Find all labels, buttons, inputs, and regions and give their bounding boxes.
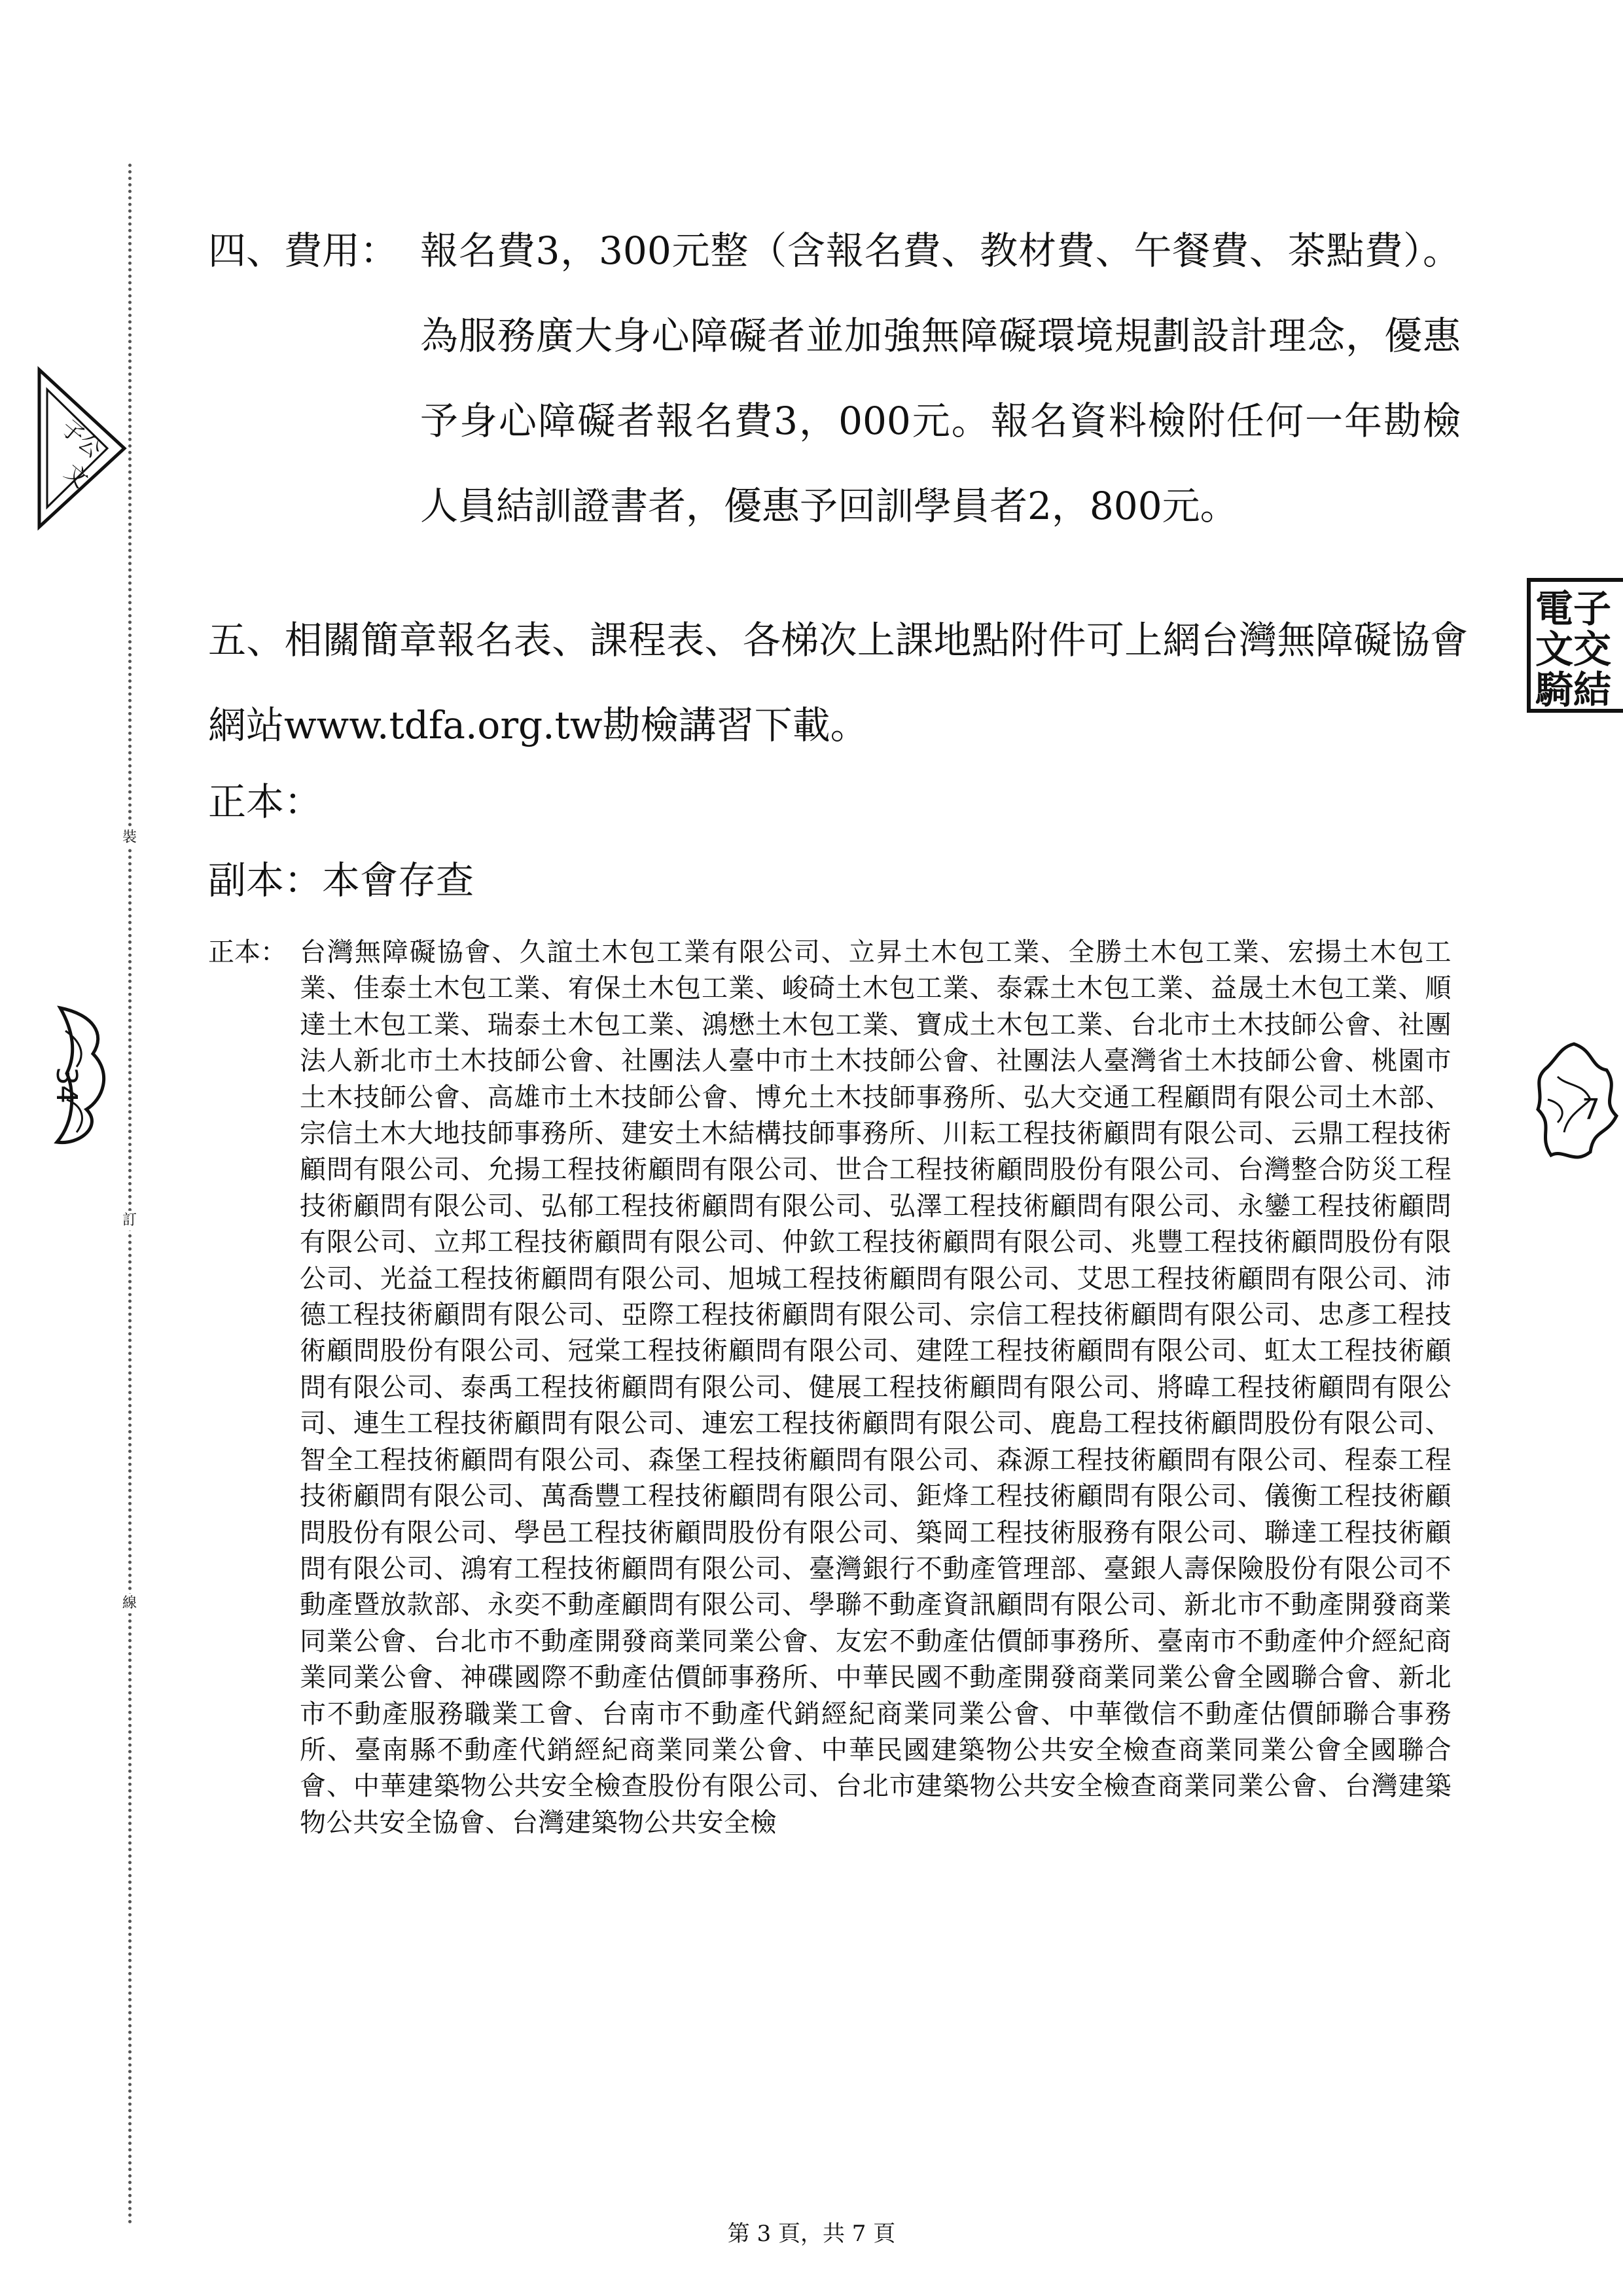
seal-stamp-right-top (1525, 576, 1623, 717)
section-4-label: 四、費用： (208, 228, 399, 273)
svg-text:文: 文 (59, 459, 94, 493)
binding-mark-middle: 訂 (118, 1211, 141, 1230)
main-recipient-label: 正本： (208, 780, 323, 824)
binding-mark-top: 裝 (118, 828, 141, 848)
seal-stamp-left-mid (41, 1001, 113, 1152)
svg-text:子公: 子公 (56, 414, 107, 463)
seal-stamp-right-mid (1528, 1037, 1623, 1168)
svg-text:騎結: 騎結 (1535, 668, 1612, 712)
cc-recipient-value: 本會存查 (322, 858, 474, 903)
svg-text:文交: 文交 (1535, 627, 1612, 672)
svg-text:34: 34 (50, 1067, 83, 1103)
binding-mark-bottom: 線 (118, 1594, 141, 1613)
distribution-label: 正本： (208, 937, 287, 967)
distribution-list: 台灣無障礙協會、久誼土木包工業有限公司、立昇土木包工業、全勝土木包工業、宏揚土木包工業、佳泰土木包工業、宥保土木包工業、峻碕土木包工業、泰霖土木包工業、益晟土木包工業、順達土木包工業、瑞泰土木包工業、鴻懋土木包工業、寶成土木包工業、台北市土木技師公會、社團法人新北市土木技師公會、社團法人臺中市土木技師公會、社團法人臺灣省土木技師公會、桃園市土木技師公會、高雄市土木技師公會、博允土木技師事務所、弘大交通工程顧問有限公司土木部、宗信土木大地技師事務所、建安土木結構技師事務所、川耘工程技術顧問有限公司、云鼎工程技術顧問有限公司、允揚工程技術顧問有限公司、世合工程技術顧問股份有限公司、台灣整合防災工程技術顧問有限公司、弘郁工程技術顧問有限公司、弘澤工程技術顧問有限公司、永鑾工程技術顧問有限公司、立邦工程技術顧問有限公司、仲欽工程技術顧問有限公司、兆豐工程技術顧問股份有限公司、光益工程技術顧問有限公司、旭城工程技術顧問有限公司、艾思工程技術顧問有限公司、沛德工程技術顧問有限公司、亞際工程技術顧問有限公司、宗信工程技術顧問有限公司、忠彥工程技術顧問股份有限公司、冠棠工程技術顧問有限公司、建陞工程技術顧問有限公司、虹太工程技術顧問有限公司、泰禹工程技術顧問有限公司、健展工程技術顧問有限公司、將暐工程技術顧問有限公司、連生工程技術顧問有限公司、連宏工程技術顧問有限公司、鹿島工程技術顧問股份有限公司、智全工程技術顧問有限公司、森堡工程技術顧問有限公司、森源工程技術顧問有限公司、程泰工程技術顧問有限公司、萬喬豐工程技術顧問有限公司、鉅烽工程技術顧問有限公司、儀衡工程技術顧問股份有限公司、學邑工程技術顧問股份有限公司、築岡工程技術服務有限公司、聯達工程技術顧問有限公司、鴻宥工程技術顧問有限公司、臺灣銀行不動產管理部、臺銀人壽保險股份有限公司不動產暨放款部、永奕不動產顧問有限公司、學聯不動產資訊顧問有限公司、新北市不動產開發商業同業公會、台北市不動產開發商業同業公會、友宏不動產估價師事務所、臺南市不動產仲介經紀商業同業公會、神碟國際不動產估價師事務所、中華民國不動產開發商業同業公會全國聯合會、新北市不動產服務職業工會、台南市不動產代銷經紀商業同業公會、中華徵信不動產估價師聯合事務所、臺南縣不動產代銷經紀商業同業公會、中華民國建築物公共安全檢查商業同業公會全國聯合會、中華建築物公共安全檢查股份有限公司、台北市建築物公共安全檢查商業同業公會、台灣建築物公共安全協會、台灣建築物公共安全檢 (300, 937, 1452, 1838)
page-number: 第 3 頁，共 7 頁 (727, 2221, 896, 2247)
cc-recipient-line (208, 850, 474, 905)
cc-recipient-label: 副本： (208, 858, 323, 903)
svg-text:電子: 電子 (1535, 586, 1612, 631)
seal-stamp-left-top (26, 363, 131, 533)
svg-text:7: 7 (1582, 1093, 1600, 1126)
section-5-text: 五、相關簡章報名表、課程表、各梯次上課地點附件可上網台灣無障礙協會網站www.tdfa.org.tw勘檢講習下載。 (208, 618, 1468, 747)
section-4-text: 報名費3，300元整（含報名費、教材費、午餐費、茶點費）。為服務廣大身心障礙者並加強無障礙環境規劃設計理念，優惠予身心障礙者報名費3，000元。報名資料檢附任何一年勘檢人員結訓證書者，優惠予回訓學員者2，800元。 (420, 228, 1461, 528)
